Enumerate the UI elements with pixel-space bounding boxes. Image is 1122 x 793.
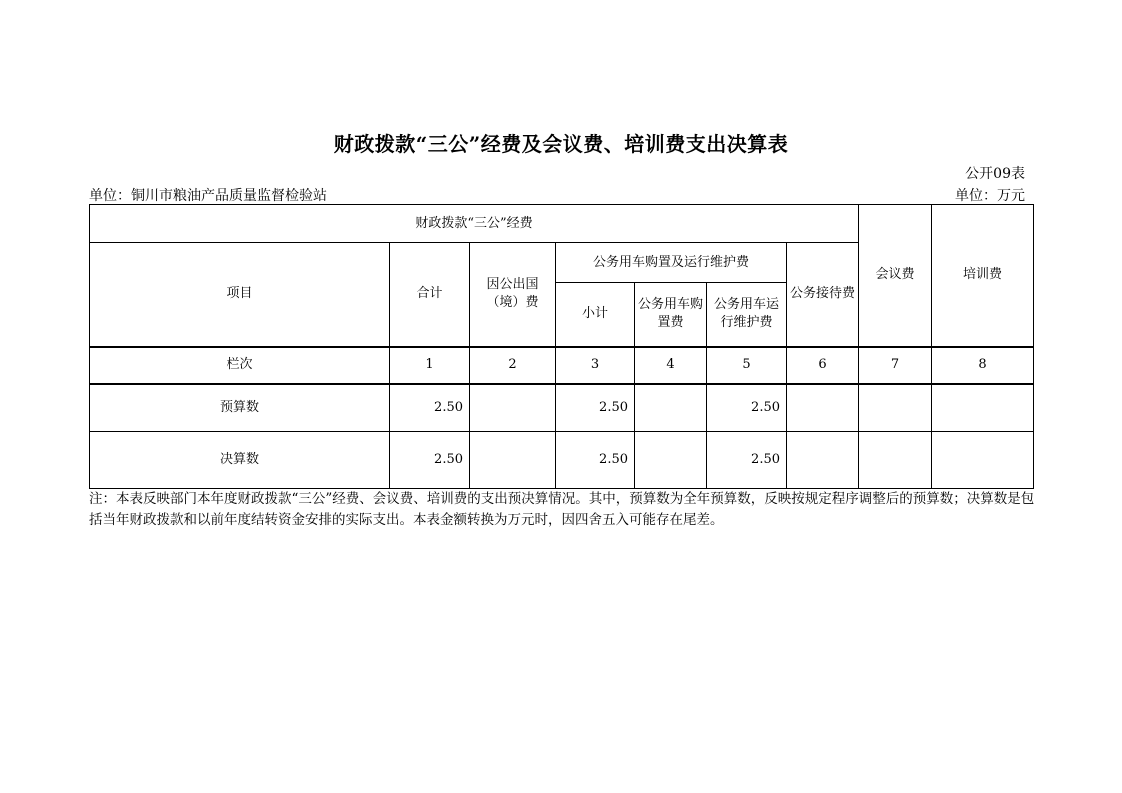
- col-vehicle-group: 公务用车购置及运行维护费: [556, 243, 787, 283]
- table-cell: 2.50: [707, 432, 787, 489]
- table-cell: [787, 384, 859, 432]
- table-cell: [932, 432, 1034, 489]
- col-item: 项目: [90, 243, 390, 347]
- col-vehicle-operation: 公务用车运行维护费: [707, 283, 787, 347]
- col-number: 3: [556, 347, 635, 384]
- table-cell: 2.50: [390, 432, 470, 489]
- col-number: 2: [470, 347, 556, 384]
- form-number: 公开09表: [965, 166, 1025, 182]
- table-cell: [859, 384, 932, 432]
- unit-name: 单位：铜川市粮油产品质量监督检验站: [89, 188, 327, 204]
- currency-unit: 单位：万元: [955, 188, 1025, 204]
- table-cell: [787, 432, 859, 489]
- group-header: 财政拨款“三公”经费: [90, 205, 859, 243]
- row-label-actual: 决算数: [90, 432, 390, 489]
- col-number: 4: [635, 347, 707, 384]
- col-reception: 公务接待费: [787, 243, 859, 347]
- col-training: 培训费: [932, 205, 1034, 347]
- col-vehicle-subtotal: 小计: [556, 283, 635, 347]
- table-cell: [470, 384, 556, 432]
- row-label-index: 栏次: [90, 347, 390, 384]
- table-cell: 2.50: [556, 384, 635, 432]
- table-cell: [635, 432, 707, 489]
- table-cell: [859, 432, 932, 489]
- col-number: 8: [932, 347, 1034, 384]
- col-number: 5: [707, 347, 787, 384]
- table-cell: [635, 384, 707, 432]
- col-meeting: 会议费: [859, 205, 932, 347]
- col-total: 合计: [390, 243, 470, 347]
- col-abroad: 因公出国（境）费: [470, 243, 556, 347]
- table-cell: 2.50: [556, 432, 635, 489]
- table-cell: [932, 384, 1034, 432]
- table-cell: [470, 432, 556, 489]
- col-number: 6: [787, 347, 859, 384]
- table-row-budget: [90, 384, 1034, 432]
- table-cell: 2.50: [707, 384, 787, 432]
- table-row-actual: [90, 432, 1034, 489]
- col-number: 7: [859, 347, 932, 384]
- table-cell: 2.50: [390, 384, 470, 432]
- footnote: 注：本表反映部门本年度财政拨款“三公”经费、会议费、培训费的支出预决算情况。其中，预算数为全年预算数，反映按规定程序调整后的预算数；决算数是包括当年财政拨款和以前年度结转资金安排的实际支出。本表金额转换为万元时，因四舍五入可能存在尾差。: [89, 491, 1035, 528]
- expense-table: [89, 204, 1034, 489]
- col-vehicle-purchase: 公务用车购置费: [635, 283, 707, 347]
- page-title: 财政拨款“三公”经费及会议费、培训费支出决算表: [333, 132, 789, 156]
- col-number: 1: [390, 347, 470, 384]
- row-label-budget: 预算数: [90, 384, 390, 432]
